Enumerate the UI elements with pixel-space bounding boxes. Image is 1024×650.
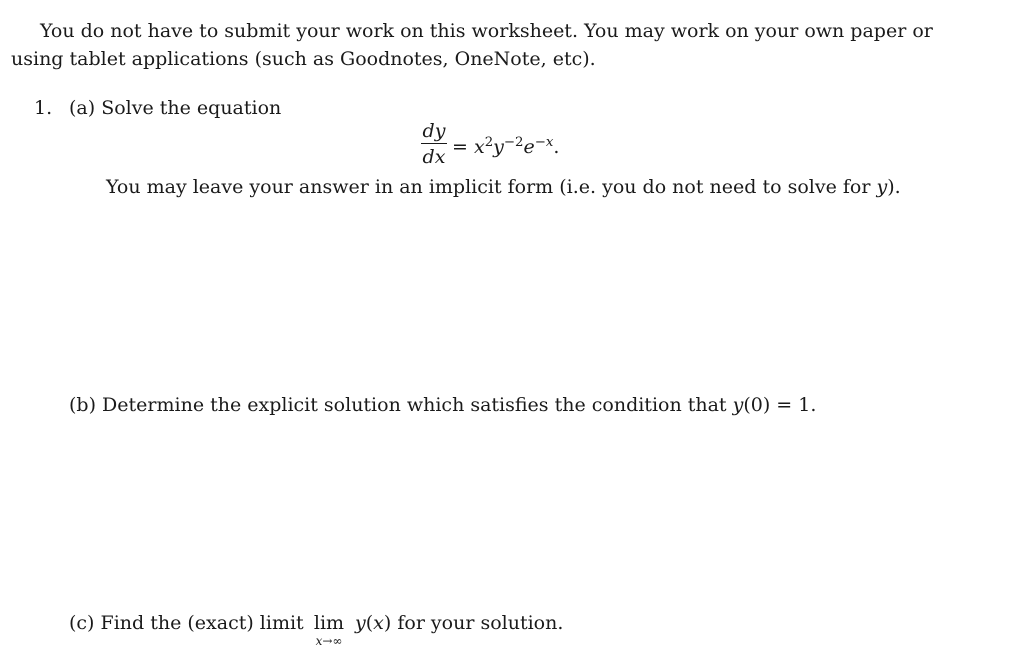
note-end: ). <box>887 176 901 198</box>
part-a-heading <box>69 99 281 118</box>
equation-period: . <box>553 136 560 158</box>
part-b-heading <box>69 396 816 415</box>
part-c-label: (c) <box>69 612 95 634</box>
exp-y: −2 <box>503 134 524 150</box>
var-x: x <box>473 136 485 158</box>
equals-sign: = <box>452 136 468 158</box>
part-a-label: (a) <box>69 97 96 119</box>
limit-func: y <box>355 612 366 634</box>
part-c-post: for your solution. <box>397 612 564 634</box>
note-var-y: y <box>876 176 888 198</box>
part-a-note <box>106 178 901 197</box>
part-b-label: (b) <box>69 394 96 416</box>
part-c-text: Find the (exact) limit <box>100 612 304 634</box>
condition-rest: (0) = 1. <box>743 394 817 416</box>
instructions-line-1: You do not have to submit your work on this worksheet. You may work on your own paper or <box>40 20 933 42</box>
condition-func: y <box>732 394 744 416</box>
instructions-line-2: using tablet applications (such as Goodnotes, OneNote, etc). <box>11 48 596 70</box>
part-b-text: Determine the explicit solution which satisfies the condition that <box>102 394 733 416</box>
lim-word: lim <box>313 612 345 634</box>
fraction-bar <box>421 143 447 144</box>
part-a-text: Solve the equation <box>101 97 282 119</box>
fraction-numerator: dy <box>422 120 446 142</box>
part-c-heading <box>69 614 304 633</box>
equation-rhs <box>452 136 559 158</box>
limit-arg: x <box>373 612 384 634</box>
var-y: y <box>493 136 504 158</box>
note-text: You may leave your answer in an implicit form (i.e. you do not need to solve for <box>106 176 877 198</box>
derivative-fraction <box>421 120 447 168</box>
lim-subscript: x→∞ <box>315 634 343 648</box>
problem-number: 1. <box>34 97 53 119</box>
exp-e: −x <box>534 134 554 150</box>
limit-operator <box>308 614 350 647</box>
limit-open-paren: ( <box>365 612 374 634</box>
exp-x: 2 <box>484 134 494 150</box>
fraction-denominator: dx <box>422 146 446 168</box>
var-e: e <box>523 136 535 158</box>
limit-close-paren: ) <box>383 612 392 634</box>
part-c-tail <box>355 614 563 633</box>
